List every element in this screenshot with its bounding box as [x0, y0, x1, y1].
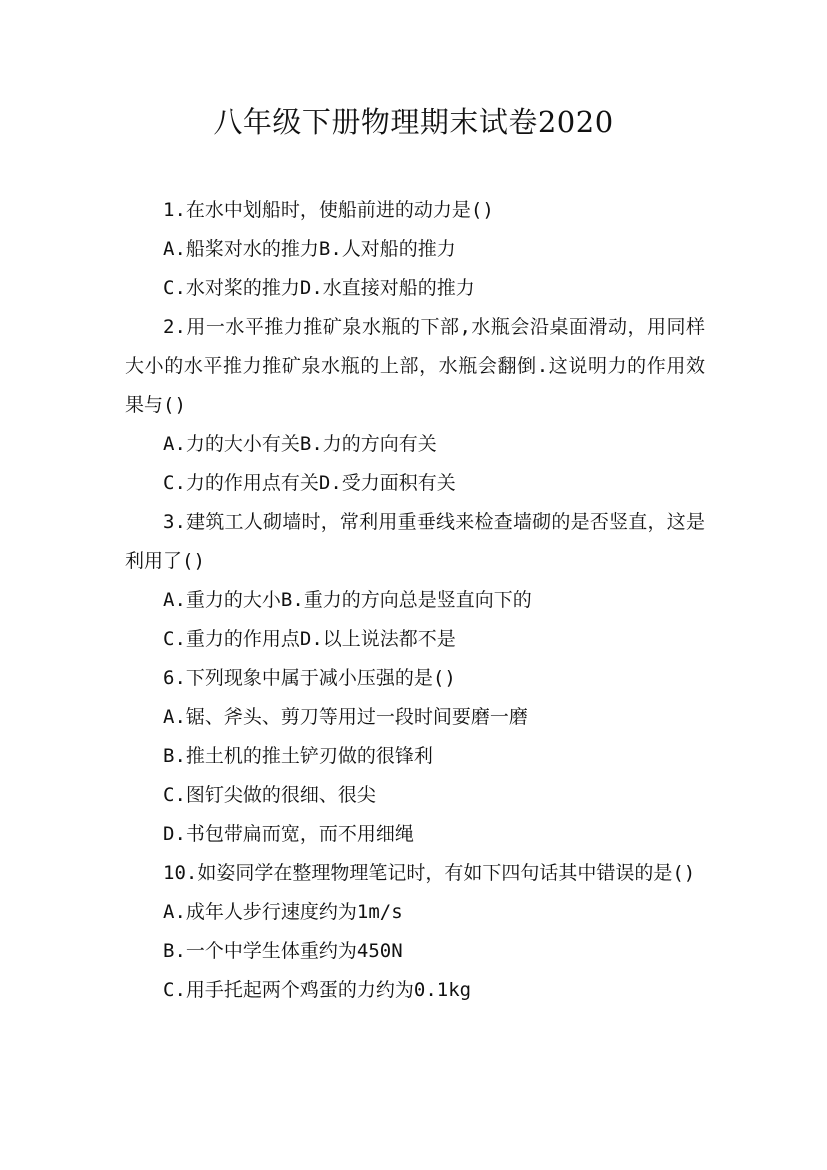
- question-6-option-d: D.书包带扁而宽，而不用细绳: [163, 823, 414, 845]
- question-10-option-a: A.成年人步行速度约为1m/s: [163, 901, 403, 923]
- document-title: 八年级下册物理期末试卷2020: [213, 105, 614, 139]
- question-6-option-b: B.推土机的推土铲刃做的很锋利: [163, 745, 433, 767]
- question-2: 2.用一水平推力推矿泉水瓶的下部,水瓶会沿桌面滑动，用同样大小的水平推力推矿泉水瓶的上部，水瓶会翻倒.这说明力的作用效果与(): [125, 316, 705, 416]
- question-6: 6.下列现象中属于减小压强的是(): [163, 667, 456, 689]
- question-1-options-ab: A.船桨对水的推力B.人对船的推力: [163, 238, 456, 260]
- question-2-options-cd: C.力的作用点有关D.受力面积有关: [163, 472, 456, 494]
- question-2-options-ab: A.力的大小有关B.力的方向有关: [163, 433, 437, 455]
- question-1: 1.在水中划船时，使船前进的动力是(): [163, 199, 494, 221]
- question-10-option-b: B.一个中学生体重约为450N: [163, 940, 403, 962]
- question-3-options-ab: A.重力的大小B.重力的方向总是竖直向下的: [163, 589, 532, 611]
- question-10-option-c: C.用手托起两个鸡蛋的力约为0.1kg: [163, 979, 472, 1001]
- question-1-options-cd: C.水对桨的推力D.水直接对船的推力: [163, 277, 475, 299]
- document-body: [125, 191, 705, 1010]
- question-3-options-cd: C.重力的作用点D.以上说法都不是: [163, 628, 456, 650]
- question-6-option-c: C.图钉尖做的很细、很尖: [163, 784, 376, 806]
- question-6-option-a: A.锯、斧头、剪刀等用过一段时间要磨一磨: [163, 706, 528, 728]
- question-3: 3.建筑工人砌墙时，常利用重垂线来检查墙砌的是否竖直，这是利用了(): [125, 511, 705, 572]
- question-10: 10.如姿同学在整理物理笔记时，有如下四句话其中错误的是(): [163, 862, 696, 884]
